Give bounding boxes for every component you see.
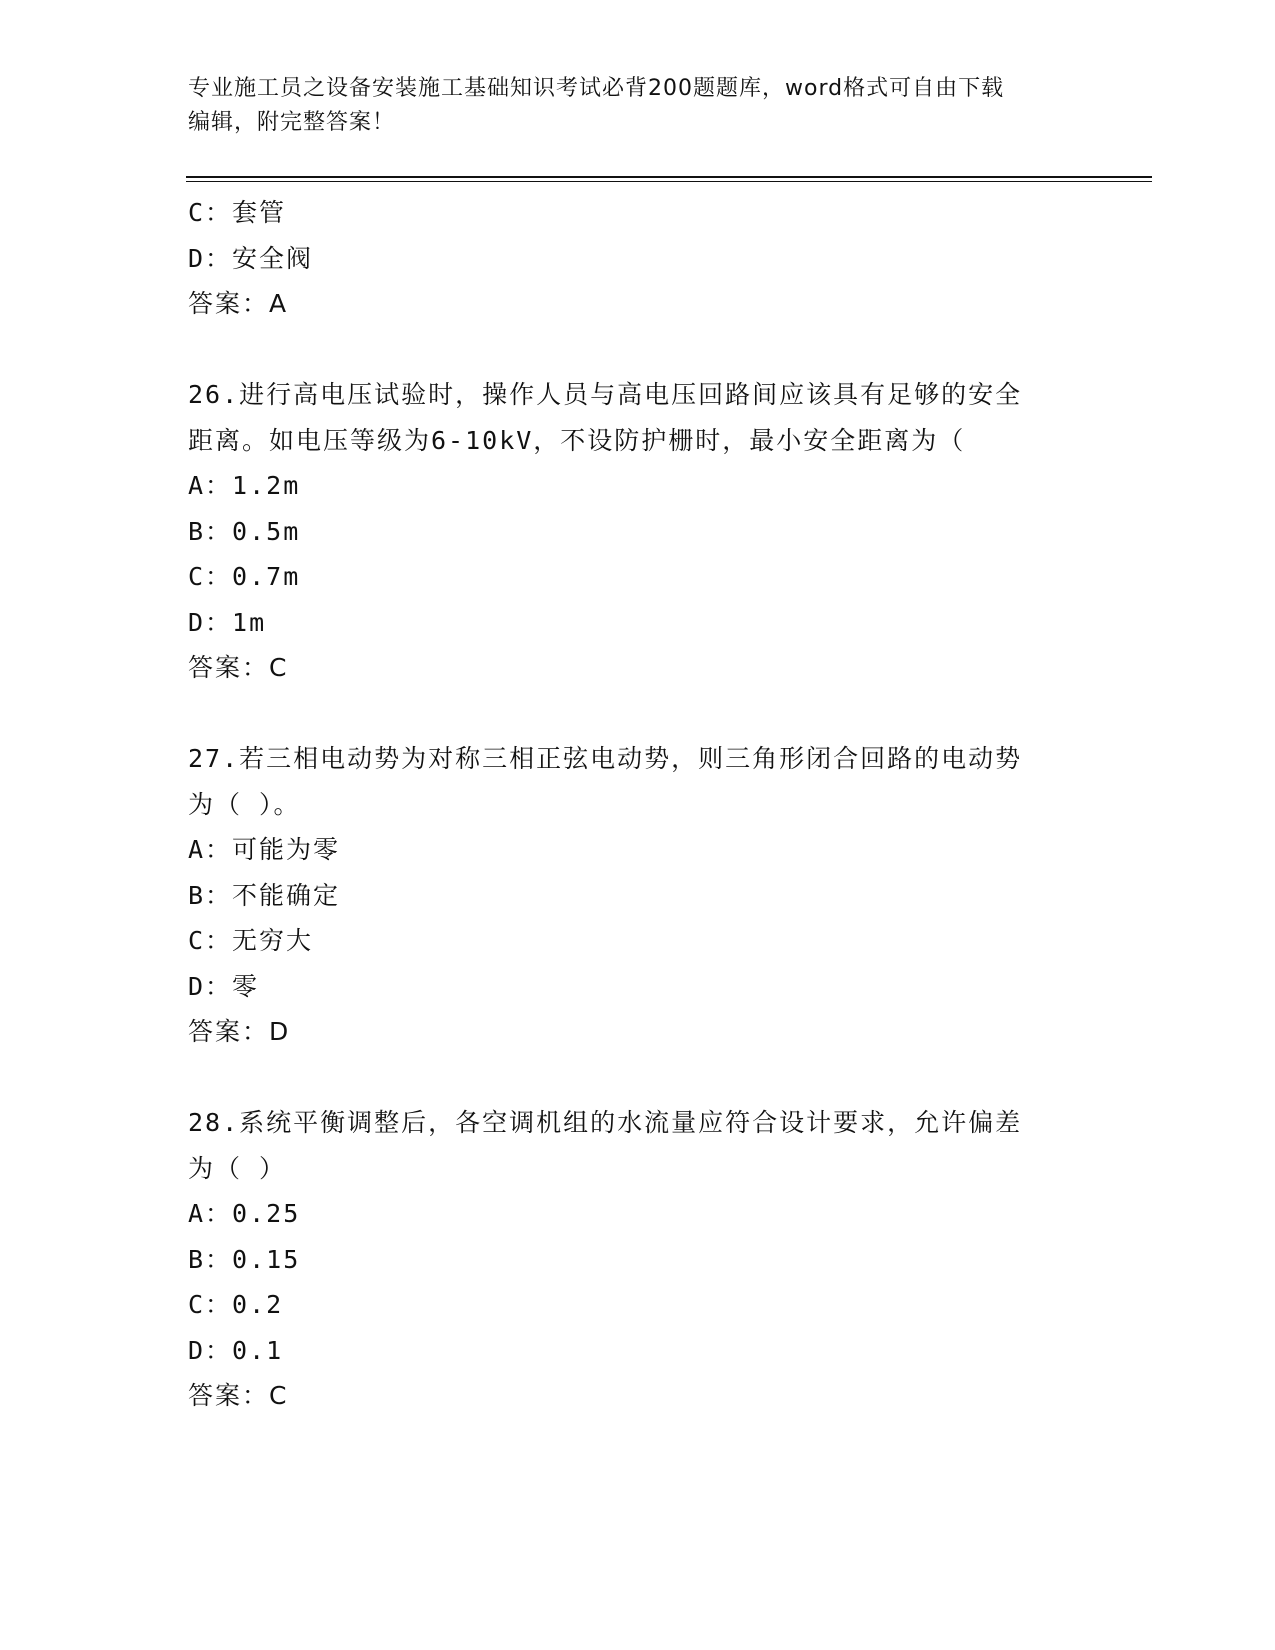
option-c: C：套管 — [188, 198, 287, 227]
header-title-line-1: 专业施工员之设备安装施工基础知识考试必背200题题库，word格式可自由下载 — [188, 76, 1005, 101]
question-28 — [188, 1100, 1088, 1419]
header-title-line-2: 编辑，附完整答案！ — [188, 110, 396, 135]
question-stem-line-2: 为（ ） — [188, 1153, 287, 1183]
document-header — [188, 72, 1068, 140]
option-d: D：0.1 — [188, 1335, 284, 1365]
question-stem — [188, 736, 1068, 827]
option-b: B：不能确定 — [188, 880, 341, 910]
question-stem — [188, 372, 1068, 463]
option-c: C：0.7m — [188, 562, 301, 591]
option-d: D：1m — [188, 607, 267, 637]
partial-question — [188, 190, 1088, 327]
question-stem-line-2: 距离。如电压等级为6-10kV，不设防护栅时，最小安全距离为（ — [188, 425, 966, 455]
option-d: D：零 — [188, 971, 260, 1001]
header-divider-thin — [186, 181, 1152, 182]
header-divider-thick — [186, 176, 1152, 178]
question-27 — [188, 736, 1088, 1055]
question-stem — [188, 1100, 1068, 1191]
option-a: A：1.2m — [188, 471, 301, 500]
option-c: C：0.2 — [188, 1290, 284, 1319]
option-a: A：0.25 — [188, 1199, 301, 1228]
option-d: D：安全阀 — [188, 243, 314, 273]
question-26 — [188, 372, 1088, 691]
option-b: B：0.15 — [188, 1244, 301, 1274]
question-stem-line-1: 27.若三相电动势为对称三相正弦电动势，则三角形闭合回路的电动势 — [188, 744, 1023, 773]
answer-line: 答案：C — [188, 1381, 289, 1410]
answer-line: 答案：C — [188, 653, 289, 682]
option-b: B：0.5m — [188, 516, 301, 546]
answer-line: 答案：D — [188, 1017, 291, 1046]
question-list — [188, 190, 1088, 1419]
answer-line: 答案：A — [188, 289, 289, 318]
option-a: A：可能为零 — [188, 835, 341, 864]
question-stem-line-1: 26.进行高电压试验时，操作人员与高电压回路间应该具有足够的安全 — [188, 380, 1023, 409]
question-stem-line-2: 为（ ）。 — [188, 789, 301, 819]
question-stem-line-1: 28.系统平衡调整后，各空调机组的水流量应符合设计要求，允许偏差 — [188, 1108, 1023, 1137]
option-c: C：无穷大 — [188, 926, 314, 955]
